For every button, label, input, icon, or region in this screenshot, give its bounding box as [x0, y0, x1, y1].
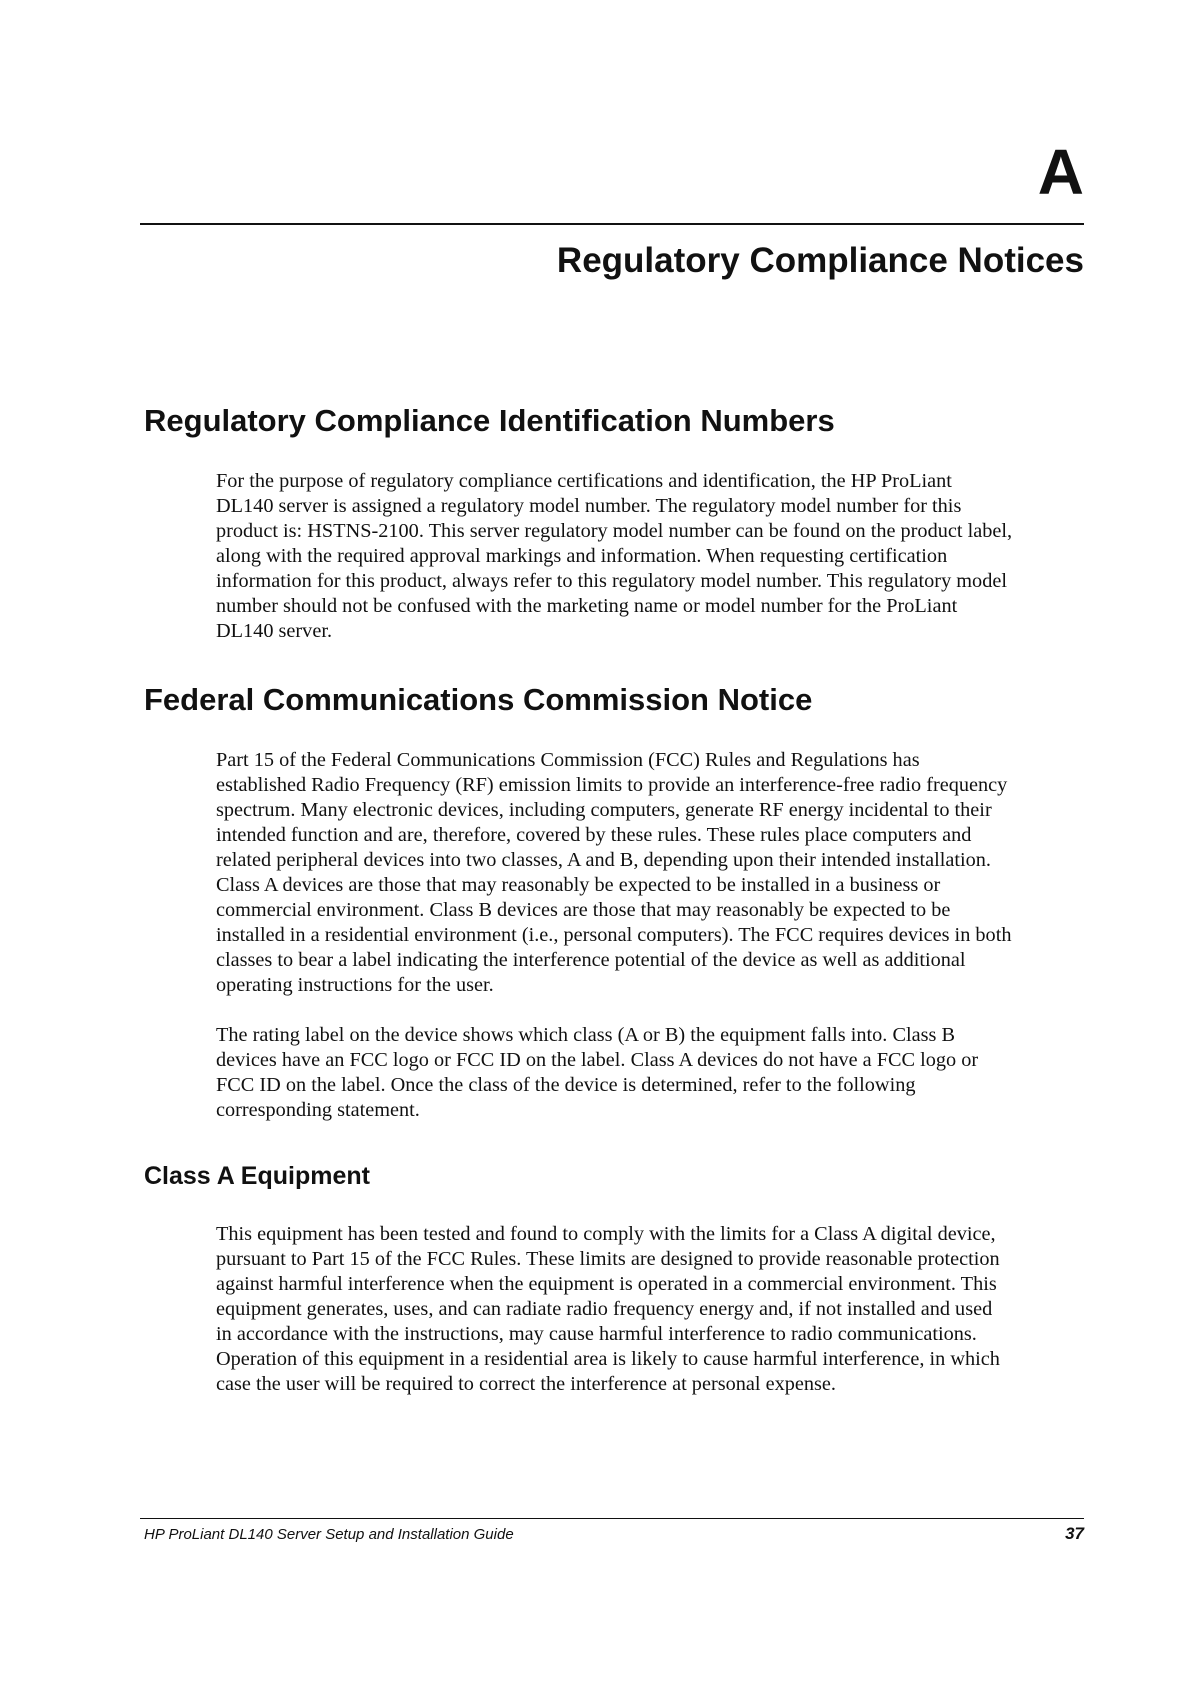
footer-divider — [140, 1518, 1084, 1519]
text-line: This equipment has been tested and found to comply with the limits for a Class A digital device, — [216, 1223, 996, 1245]
paragraph-identification-numbers — [216, 469, 1086, 644]
text-line: spectrum. Many electronic devices, including computers, generate RF energy incidental to their — [216, 799, 992, 821]
text-line: classes to bear a label indicating the interference potential of the device as well as additional — [216, 949, 966, 971]
text-line: installed in a residential environment (i.e., personal computers). The FCC requires devices in both — [216, 924, 1012, 946]
text-line: corresponding statement. — [216, 1099, 420, 1121]
text-line: product is: HSTNS-2100. This server regulatory model number can be found on the product label, — [216, 520, 1013, 542]
section-heading-identification-numbers: Regulatory Compliance Identification Numbers — [144, 403, 835, 438]
section-heading-fcc-notice: Federal Communications Commission Notice — [144, 682, 813, 717]
footer-page-number: 37 — [1065, 1524, 1084, 1543]
text-line: commercial environment. Class B devices are those that may reasonably be expected to be — [216, 899, 951, 921]
text-line: The rating label on the device shows which class (A or B) the equipment falls into. Class B — [216, 1024, 955, 1046]
text-line: intended function and are, therefore, covered by these rules. These rules place computers and — [216, 824, 972, 846]
chapter-title: Regulatory Compliance Notices — [556, 241, 1084, 280]
paragraph-fcc-part15 — [216, 748, 1086, 998]
text-line: DL140 server. — [216, 620, 333, 642]
text-line: related peripheral devices into two classes, A and B, depending upon their intended installation. — [216, 849, 991, 871]
subsection-heading-class-a: Class A Equipment — [144, 1162, 370, 1190]
text-line: along with the required approval markings and information. When requesting certification — [216, 545, 948, 567]
text-line: operating instructions for the user. — [216, 974, 494, 996]
text-line: Class A devices are those that may reasonably be expected to be installed in a business or — [216, 874, 941, 896]
chapter-divider — [140, 223, 1084, 225]
paragraph-class-a-equipment — [216, 1222, 1086, 1397]
text-line: information for this product, always refer to this regulatory model number. This regulatory model — [216, 570, 1007, 592]
text-line: against harmful interference when the equipment is operated in a commercial environment. This — [216, 1273, 997, 1295]
text-line: pursuant to Part 15 of the FCC Rules. These limits are designed to provide reasonable protection — [216, 1248, 1000, 1270]
text-line: devices have an FCC logo or FCC ID on the label. Class A devices do not have a FCC logo or — [216, 1049, 979, 1071]
text-line: Part 15 of the Federal Communications Commission (FCC) Rules and Regulations has — [216, 749, 920, 771]
chapter-letter: A — [1037, 136, 1084, 208]
text-line: in accordance with the instructions, may cause harmful interference to radio communications. — [216, 1323, 977, 1345]
text-line: equipment generates, uses, and can radiate radio frequency energy and, if not installed and used — [216, 1298, 993, 1320]
text-line: DL140 server is assigned a regulatory model number. The regulatory model number for this — [216, 495, 962, 517]
footer-document-title: HP ProLiant DL140 Server Setup and Installation Guide — [144, 1526, 514, 1543]
text-line: number should not be confused with the marketing name or model number for the ProLiant — [216, 595, 958, 617]
text-line: For the purpose of regulatory compliance certifications and identification, the HP ProLiant — [216, 470, 952, 492]
text-line: Operation of this equipment in a residential area is likely to cause harmful interference, in which — [216, 1348, 1000, 1370]
text-line: established Radio Frequency (RF) emission limits to provide an interference-free radio frequency — [216, 774, 1008, 796]
text-line: FCC ID on the label. Once the class of the device is determined, refer to the following — [216, 1074, 916, 1096]
text-line: case the user will be required to correct the interference at personal expense. — [216, 1373, 836, 1395]
paragraph-rating-label — [216, 1023, 1086, 1123]
